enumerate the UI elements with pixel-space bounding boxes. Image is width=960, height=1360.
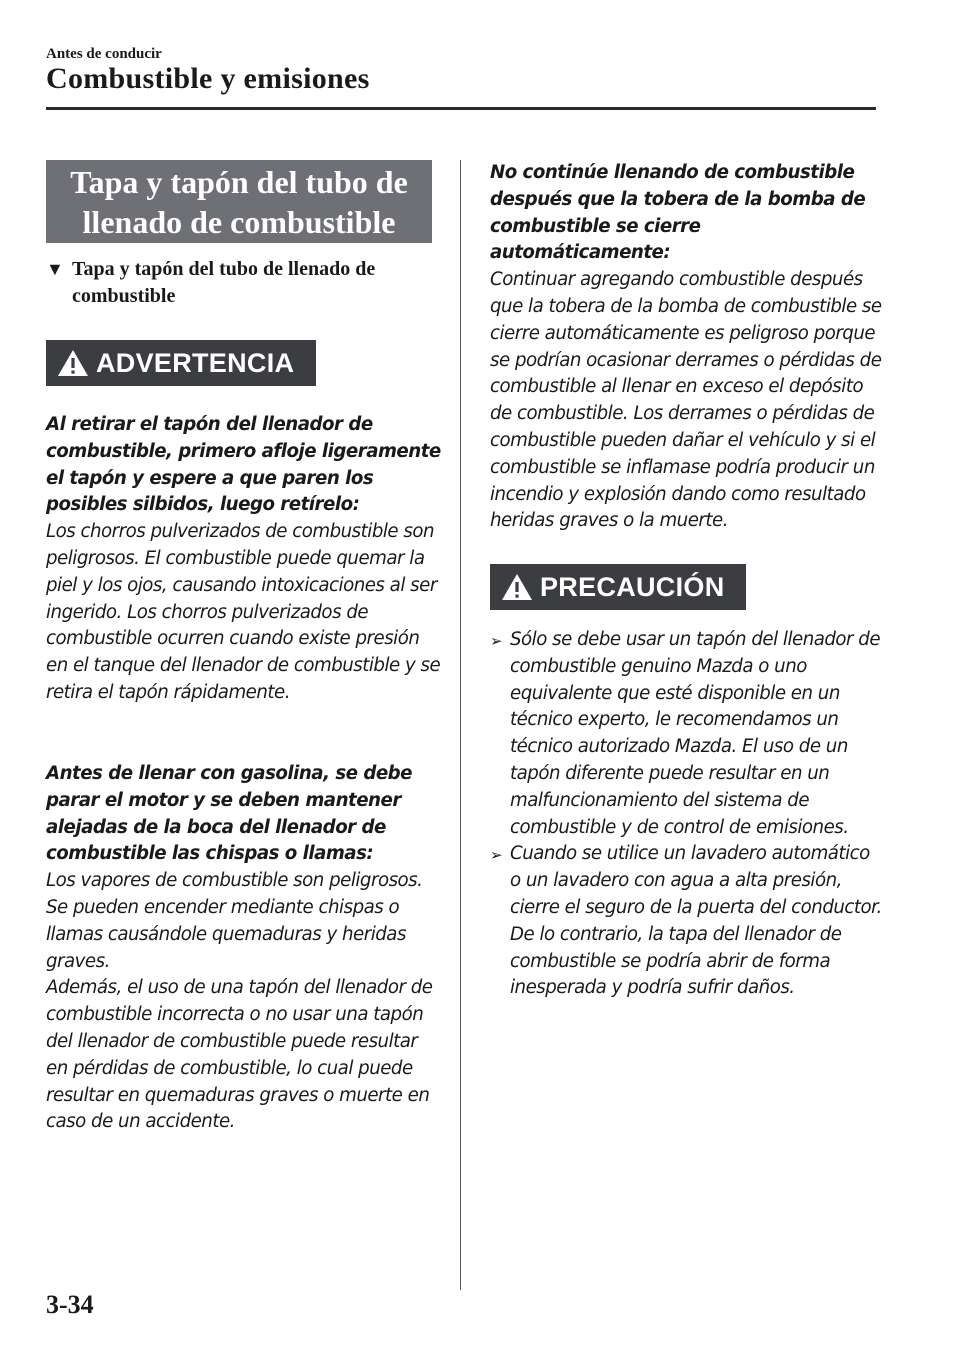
subsection-heading [46,256,436,310]
column-divider [460,160,461,1290]
caution-label: PRECAUCIÓN [540,571,725,602]
arrow-bullet-icon: ➢ [490,846,503,865]
caution-list [490,627,885,1002]
caution-badge [490,564,746,610]
arrow-bullet-icon: ➢ [490,632,503,650]
triangle-down-icon: ▼ [46,259,64,279]
warning-item-3 [490,160,885,535]
subsection-title: Tapa y tapón del tubo de llenado de combustible [72,258,376,307]
warning-item-1 [46,412,441,707]
warning-badge [46,340,316,386]
warning-triangle-icon [500,572,534,602]
warning-label: ADVERTENCIA [96,347,295,378]
list-item [490,627,885,841]
caution-item-text: Sólo se debe usar un tapón del llenador de combustible genuino Mazda o uno equivalente que esté disponible en un técnico experto, le recomendamos un técnico autorizado Mazda. El uso de un tapón diferente puede resultar en un malfuncionamiento del sistema de combustible y de control de emisiones. [510,629,881,838]
warning-item-body: Continuar agregando combustible después que la tobera de la bomba de combustible se cierre automáticamente es peligroso porque se podrían ocasionar derrames o pérdidas de combustible al llenar en exceso el depósito de combustible. Los derrames o pérdidas de combustible pueden dañar el vehículo y si el combustible se inflamase podría producir un incendio y explosión dando como resultado heridas graves o la muerte. [490,269,882,532]
warning-item-body-extra: Además, el uso de una tapón del llenador de combustible incorrecta o no usar una tapón del llenador de combustible puede resultar en pérdidas de combustible, lo cual puede resultar en quemaduras graves o muerte en caso de un accidente. [46,977,433,1133]
warning-item-2 [46,761,441,1136]
caution-item-text: Cuando se utilice un lavadero automático o un lavadero con agua a alta presión, cierre el seguro de la puerta del conductor. De lo contrario, la tapa del llenador de combustible se podría abrir de forma inesperada y podría sufrir daños. [510,843,882,999]
list-item [490,841,885,1002]
page-title: Combustible y emisiones [46,62,370,95]
page-number: 3-34 [46,1290,94,1319]
warning-triangle-icon [56,348,90,378]
section-banner [46,160,432,243]
chapter-label: Antes de conducir [46,46,162,62]
warning-item-heading: Antes de llenar con gasolina, se debe parar el motor y se deben mantener alejadas de la boca del llenador de combustible las chispas o llamas: [46,763,413,865]
warning-item-heading: Al retirar el tapón del llenador de combustible, primero afloje ligeramente el tapón y espere a que paren los posibles silbidos, luego retírelo: [46,414,441,516]
warning-item-body: Los chorros pulverizados de combustible son peligrosos. El combustible puede quemar la piel y los ojos, causando intoxicaciones al ser ingerido. Los chorros pulverizados de combustible ocurren cuando existe presión en el tanque del llenador de combustible y se retira el tapón rápidamente. [46,521,441,703]
section-title: Tapa y tapón del tubo de llenado de combustible [70,163,408,240]
header-rule [46,107,876,110]
warning-item-body: Los vapores de combustible son peligrosos. Se pueden encender mediante chispas o llamas causándole quemaduras y heridas graves. [46,870,423,972]
warning-item-heading: No continúe llenando de combustible después que la tobera de la bomba de combustible se cierre automáticamente: [490,162,866,264]
